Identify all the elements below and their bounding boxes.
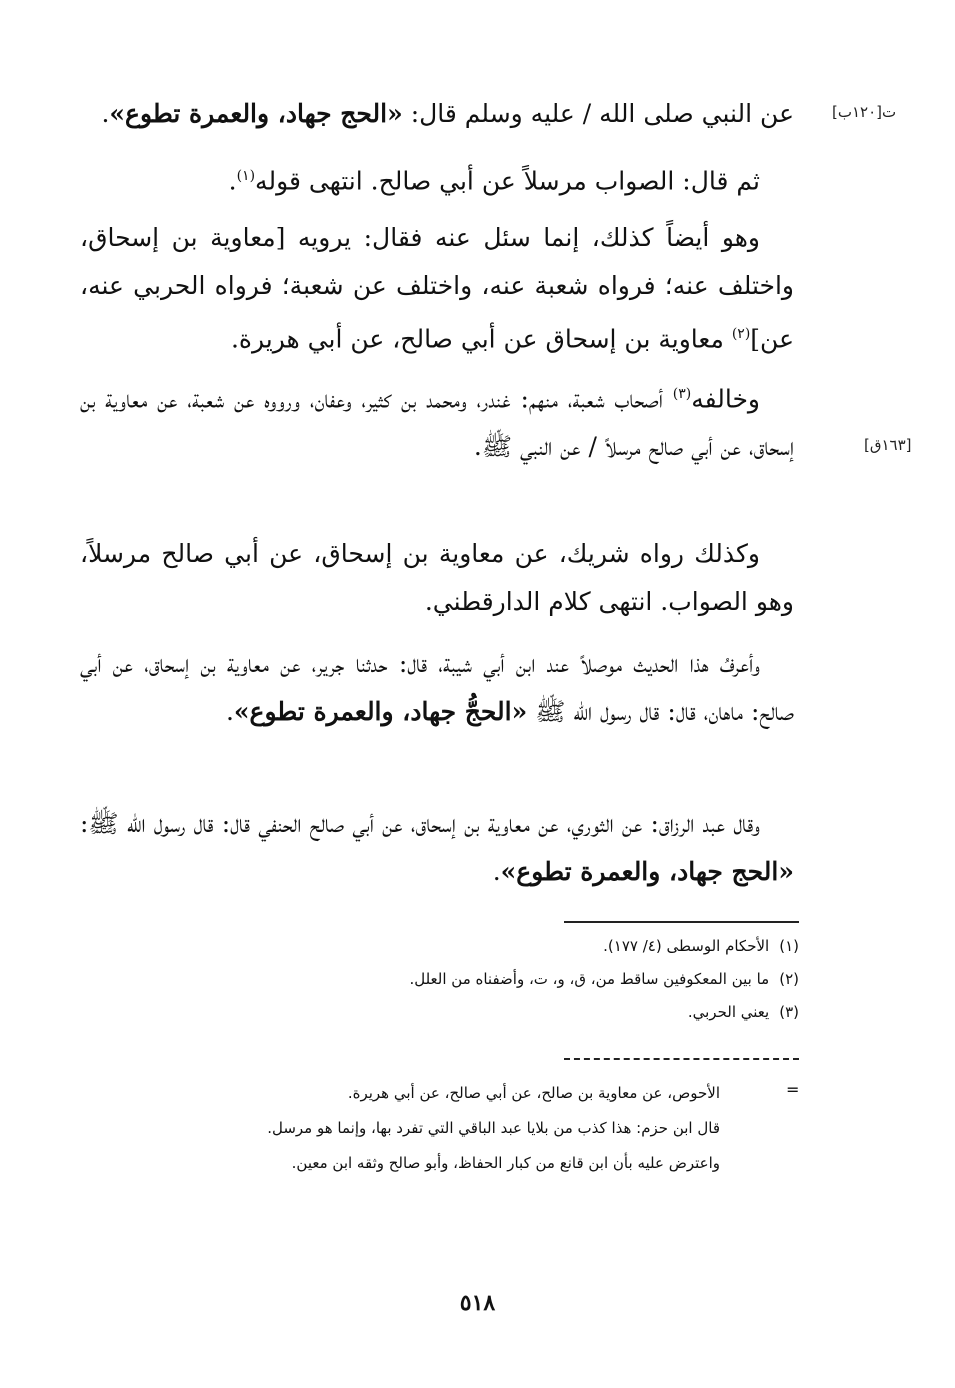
paragraph-3 <box>80 214 794 363</box>
footnote-1-text: الأحكام الوسطى (٤/ ١٧٧). <box>603 937 770 955</box>
para2-text: ثم قال: الصواب مرسلاً عن أبي صالح. انتهى قوله <box>255 166 760 196</box>
page-number: ٥١٨ <box>459 1290 496 1316</box>
paragraph-1 <box>80 90 794 138</box>
paragraph-2 <box>80 152 794 205</box>
paragraph-6 <box>80 640 794 736</box>
paragraph-4 <box>80 370 794 471</box>
para3-text: وهو أيضاً كذلك، إنما سئل عنه فقال: يرويه [معاوية بن إسحاق، واختلف عنه؛ فرواه شعبة عنه، واختلف عن شعبة؛ فرواه الحربي عنه، عن] <box>80 223 794 354</box>
para4-text: وخالفه <box>691 384 760 414</box>
footnote-3-text: يعني الحربي. <box>687 1003 770 1021</box>
paragraph-7 <box>80 800 794 896</box>
para1-end: . <box>101 99 110 128</box>
para6-end: . <box>225 697 234 726</box>
footnote-1-number: (١) <box>779 937 799 955</box>
para3-end: معاوية بن إسحاق عن أبي صالح، عن أبي هريرة. <box>230 324 732 354</box>
para7-text: وقال عبد الرزاق: عن الثوري، عن معاوية بن إسحاق، عن أبي صالح الحنفي قال: قال رسول الله ﷺ: <box>80 809 760 838</box>
continuation-mark: = <box>786 1080 800 1099</box>
para6-hadith: «الحجُّ جهاد، والعمرة تطوع» <box>233 697 528 726</box>
footnote-3-number: (٣) <box>779 1003 799 1021</box>
para1-text: عن النبي صلى الله / عليه وسلم قال: <box>402 99 794 128</box>
footnote-2-text: ما بين المعكوفين ساقط من، ق، و، ت، وأضفناه من العلل. <box>409 970 770 988</box>
continued-line-3: واعترض عليه بأن ابن قانع من كبار الحفاظ، وأبو صالح وثقه ابن معين. <box>291 1154 720 1172</box>
footnote-3 <box>99 1001 799 1023</box>
footnote-ref-3: (٣) <box>672 386 692 402</box>
para7-end: . <box>492 857 501 886</box>
para1-hadith: «الحج جهاد، والعمرة تطوع» <box>109 99 403 128</box>
para2-end: . <box>228 166 237 196</box>
para7-hadith: «الحج جهاد، والعمرة تطوع» <box>500 857 794 886</box>
continued-footnote <box>160 1076 720 1181</box>
footnote-1 <box>99 935 799 957</box>
paragraph-5 <box>80 530 794 626</box>
margin-reference-1: [١٢٠ب]ت <box>832 103 897 121</box>
footnote-separator <box>564 921 799 923</box>
footnote-ref-2: (٢) <box>731 326 751 342</box>
para4-end: أصحاب شعبة، منهم: غندر، ومحمد بن كثير، وعفان، ورووه عن شعبة، عن معاوية بن إسحاق، عن أبي صالح مرسلاً / عن النبي ﷺ. <box>80 384 794 462</box>
para6-text: وأعرفُ هذا الحديث موصلاً عند ابن أبي شيبة، قال: حدثنا جرير، عن معاوية بن إسحاق، عن أبي صالح: ماهان، قال: قال رسول الله ﷺ <box>80 649 794 726</box>
margin-reference-2: [١٦٣ق] <box>864 436 912 454</box>
continued-line-1: الأحوص، عن معاوية بن صالح، عن أبي صالح، عن أبي هريرة. <box>347 1084 720 1102</box>
footnote-ref-1: (١) <box>236 168 256 184</box>
footnote-2 <box>99 968 799 990</box>
para5-text: وكذلك رواه شريك، عن معاوية بن إسحاق، عن أبي صالح مرسلاً، وهو الصواب. انتهى كلام الدارقطني. <box>80 539 794 616</box>
continuation-separator <box>564 1058 799 1060</box>
footnote-2-number: (٢) <box>779 970 799 988</box>
continued-line-2: قال ابن حزم: هذا كذب من بلايا عبد الباقي التي تفرد بها، وإنما هو مرسل. <box>267 1119 720 1137</box>
